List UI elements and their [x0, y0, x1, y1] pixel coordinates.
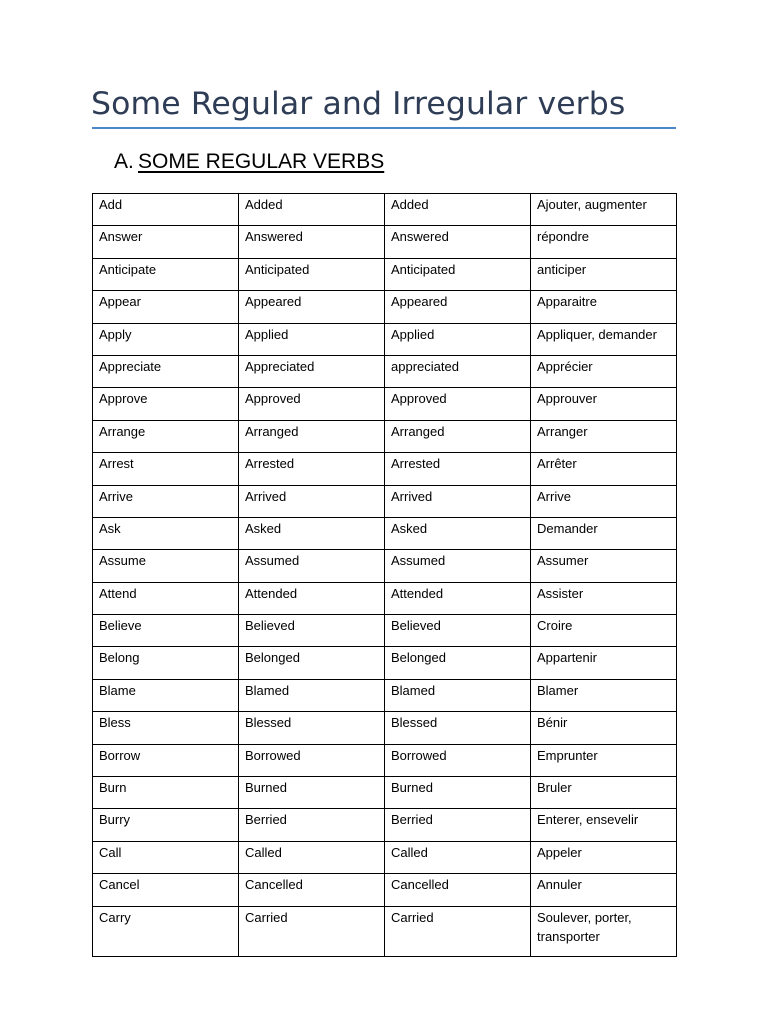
table-row	[93, 744, 677, 776]
french-translation-cell: Demander	[531, 517, 677, 549]
table-row	[93, 874, 677, 906]
past-simple-cell: Asked	[239, 517, 385, 549]
base-form-cell: Belong	[93, 647, 239, 679]
french-translation-cell: Annuler	[531, 874, 677, 906]
french-translation-cell: Assumer	[531, 550, 677, 582]
past-participle-cell: Called	[385, 841, 531, 873]
table-row	[93, 841, 677, 873]
past-participle-cell: appreciated	[385, 355, 531, 387]
french-translation-cell: Appliquer, demander	[531, 323, 677, 355]
page-title: Some Regular and Irregular verbs	[91, 86, 626, 122]
past-participle-cell: Added	[385, 194, 531, 226]
base-form-cell: Answer	[93, 226, 239, 258]
base-form-cell: Arrange	[93, 420, 239, 452]
french-translation-cell: Arrive	[531, 485, 677, 517]
french-translation-cell: Arranger	[531, 420, 677, 452]
past-simple-cell: Called	[239, 841, 385, 873]
table-row	[93, 485, 677, 517]
table-row	[93, 453, 677, 485]
regular-verbs-table	[92, 193, 677, 957]
table-row	[93, 906, 677, 956]
past-participle-cell: Borrowed	[385, 744, 531, 776]
french-translation-cell: Approuver	[531, 388, 677, 420]
french-translation-cell: Bruler	[531, 777, 677, 809]
french-translation-cell: Arrêter	[531, 453, 677, 485]
section-heading	[114, 148, 384, 176]
past-participle-cell: Attended	[385, 582, 531, 614]
past-simple-cell: Cancelled	[239, 874, 385, 906]
table-row	[93, 647, 677, 679]
past-simple-cell: Burned	[239, 777, 385, 809]
base-form-cell: Bless	[93, 712, 239, 744]
past-participle-cell: Anticipated	[385, 258, 531, 290]
french-translation-cell: Apprécier	[531, 355, 677, 387]
table-row	[93, 291, 677, 323]
base-form-cell: Attend	[93, 582, 239, 614]
table-row	[93, 582, 677, 614]
regular-verbs-table-body	[93, 194, 677, 957]
past-simple-cell: Appreciated	[239, 355, 385, 387]
past-simple-cell: Appeared	[239, 291, 385, 323]
french-translation-cell: Emprunter	[531, 744, 677, 776]
past-simple-cell: Blessed	[239, 712, 385, 744]
base-form-cell: Burry	[93, 809, 239, 841]
section-marker: A.	[114, 150, 134, 173]
base-form-cell: Anticipate	[93, 258, 239, 290]
base-form-cell: Assume	[93, 550, 239, 582]
table-row	[93, 777, 677, 809]
past-simple-cell: Belonged	[239, 647, 385, 679]
table-row	[93, 550, 677, 582]
past-simple-cell: Approved	[239, 388, 385, 420]
past-participle-cell: Believed	[385, 615, 531, 647]
past-simple-cell: Blamed	[239, 679, 385, 711]
past-simple-cell: Berried	[239, 809, 385, 841]
french-translation-cell: Blamer	[531, 679, 677, 711]
french-translation-cell: Bénir	[531, 712, 677, 744]
base-form-cell: Carry	[93, 906, 239, 956]
base-form-cell: Add	[93, 194, 239, 226]
table-row	[93, 809, 677, 841]
past-participle-cell: Arrived	[385, 485, 531, 517]
base-form-cell: Believe	[93, 615, 239, 647]
french-translation-cell: anticiper	[531, 258, 677, 290]
french-translation-cell: Soulever, porter, transporter	[531, 906, 677, 956]
table-row	[93, 712, 677, 744]
table-row	[93, 517, 677, 549]
past-participle-cell: Asked	[385, 517, 531, 549]
past-participle-cell: Belonged	[385, 647, 531, 679]
past-simple-cell: Attended	[239, 582, 385, 614]
table-row	[93, 420, 677, 452]
table-row	[93, 615, 677, 647]
past-participle-cell: Burned	[385, 777, 531, 809]
past-participle-cell: Applied	[385, 323, 531, 355]
french-translation-cell: Appartenir	[531, 647, 677, 679]
past-simple-cell: Arrested	[239, 453, 385, 485]
past-simple-cell: Carried	[239, 906, 385, 956]
past-participle-cell: Appeared	[385, 291, 531, 323]
french-translation-cell: Apparaitre	[531, 291, 677, 323]
french-translation-cell: répondre	[531, 226, 677, 258]
past-simple-cell: Assumed	[239, 550, 385, 582]
past-participle-cell: Answered	[385, 226, 531, 258]
past-participle-cell: Assumed	[385, 550, 531, 582]
table-row	[93, 355, 677, 387]
past-simple-cell: Arrived	[239, 485, 385, 517]
past-simple-cell: Answered	[239, 226, 385, 258]
past-participle-cell: Blessed	[385, 712, 531, 744]
past-participle-cell: Cancelled	[385, 874, 531, 906]
past-participle-cell: Approved	[385, 388, 531, 420]
past-participle-cell: Berried	[385, 809, 531, 841]
base-form-cell: Approve	[93, 388, 239, 420]
base-form-cell: Call	[93, 841, 239, 873]
title-underline-rule	[92, 127, 676, 129]
table-row	[93, 679, 677, 711]
french-translation-cell: Croire	[531, 615, 677, 647]
base-form-cell: Appreciate	[93, 355, 239, 387]
past-participle-cell: Arranged	[385, 420, 531, 452]
table-row	[93, 323, 677, 355]
base-form-cell: Burn	[93, 777, 239, 809]
past-simple-cell: Applied	[239, 323, 385, 355]
past-participle-cell: Arrested	[385, 453, 531, 485]
past-simple-cell: Arranged	[239, 420, 385, 452]
french-translation-cell: Enterer, ensevelir	[531, 809, 677, 841]
french-translation-cell: Assister	[531, 582, 677, 614]
section-heading-text: SOME REGULAR VERBS	[138, 150, 385, 173]
base-form-cell: Arrest	[93, 453, 239, 485]
base-form-cell: Cancel	[93, 874, 239, 906]
table-row	[93, 388, 677, 420]
base-form-cell: Blame	[93, 679, 239, 711]
base-form-cell: Ask	[93, 517, 239, 549]
past-simple-cell: Believed	[239, 615, 385, 647]
base-form-cell: Borrow	[93, 744, 239, 776]
base-form-cell: Arrive	[93, 485, 239, 517]
past-simple-cell: Borrowed	[239, 744, 385, 776]
past-participle-cell: Blamed	[385, 679, 531, 711]
french-translation-cell: Appeler	[531, 841, 677, 873]
past-simple-cell: Added	[239, 194, 385, 226]
past-participle-cell: Carried	[385, 906, 531, 956]
base-form-cell: Appear	[93, 291, 239, 323]
base-form-cell: Apply	[93, 323, 239, 355]
past-simple-cell: Anticipated	[239, 258, 385, 290]
table-row	[93, 226, 677, 258]
french-translation-cell: Ajouter, augmenter	[531, 194, 677, 226]
table-row	[93, 258, 677, 290]
table-row	[93, 194, 677, 226]
